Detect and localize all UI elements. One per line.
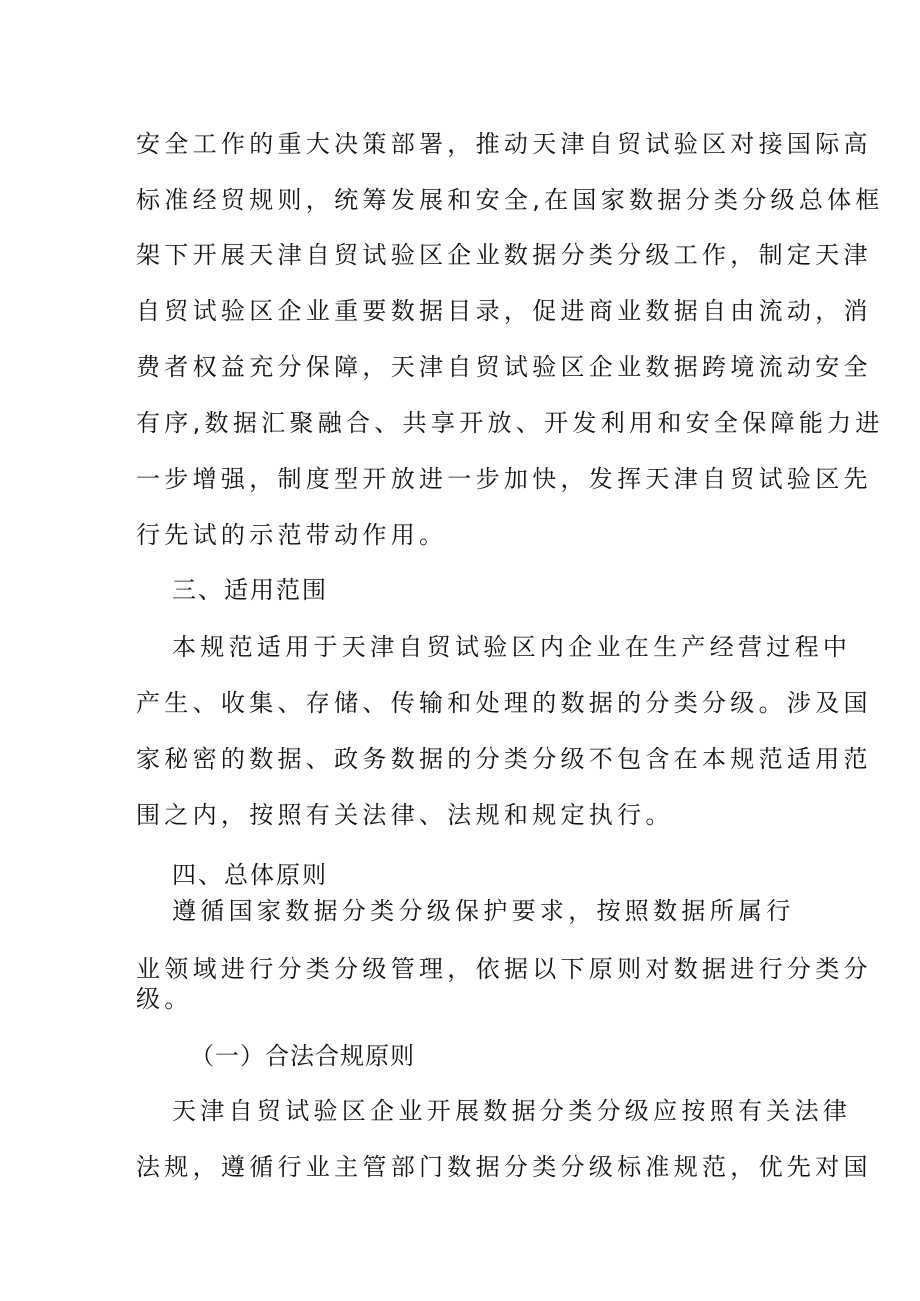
paragraph-line: 围之内，按照有关法律、法规和规定执行。 [136, 801, 674, 829]
paragraph-line: 安全工作的重大决策部署，推动天津自贸试验区对接国际高 [136, 130, 872, 158]
paragraph-line: 法规，遵循行业主管部门数据分类分级标准规范，优先对国 [136, 1153, 872, 1181]
section-heading: 四、总体原则 [172, 861, 328, 889]
paragraph-line: 有序,数据汇聚融合、共享开放、开发利用和安全保障能力进 [136, 409, 884, 437]
paragraph-line: 费者权益充分保障，天津自贸试验区企业数据跨境流动安全 [136, 353, 872, 381]
paragraph-line: 级。 [136, 985, 193, 1013]
paragraph-line: 家秘密的数据、政务数据的分类分级不包含在本规范适用范 [136, 745, 872, 773]
paragraph-line: 标准经贸规则，统筹发展和安全,在国家数据分类分级总体框 [136, 186, 884, 214]
paragraph-line: 遵循国家数据分类分级保护要求，按照数据所属行 [172, 897, 795, 925]
paragraph-line: 自贸试验区企业重要数据目录，促进商业数据自由流动，消 [136, 297, 872, 325]
paragraph-line: 架下开展天津自贸试验区企业数据分类分级工作，制定天津 [136, 241, 872, 269]
paragraph-line: 天津自贸试验区企业开展数据分类分级应按照有关法律 [172, 1097, 852, 1125]
sub-heading: （一）合法合规原则 [190, 1042, 415, 1070]
paragraph-line: 行先试的示范带动作用。 [136, 521, 448, 549]
paragraph-line: 业领域进行分类分级管理，依据以下原则对数据进行分类分 [136, 955, 872, 983]
paragraph-line: 本规范适用于天津自贸试验区内企业在生产经营过程中 [172, 633, 852, 661]
paragraph-line: 产生、收集、存储、传输和处理的数据的分类分级。涉及国 [136, 689, 872, 717]
section-heading: 三、适用范围 [172, 576, 328, 604]
paragraph-line: 一步增强，制度型开放进一步加快，发挥天津自贸试验区先 [136, 465, 872, 493]
